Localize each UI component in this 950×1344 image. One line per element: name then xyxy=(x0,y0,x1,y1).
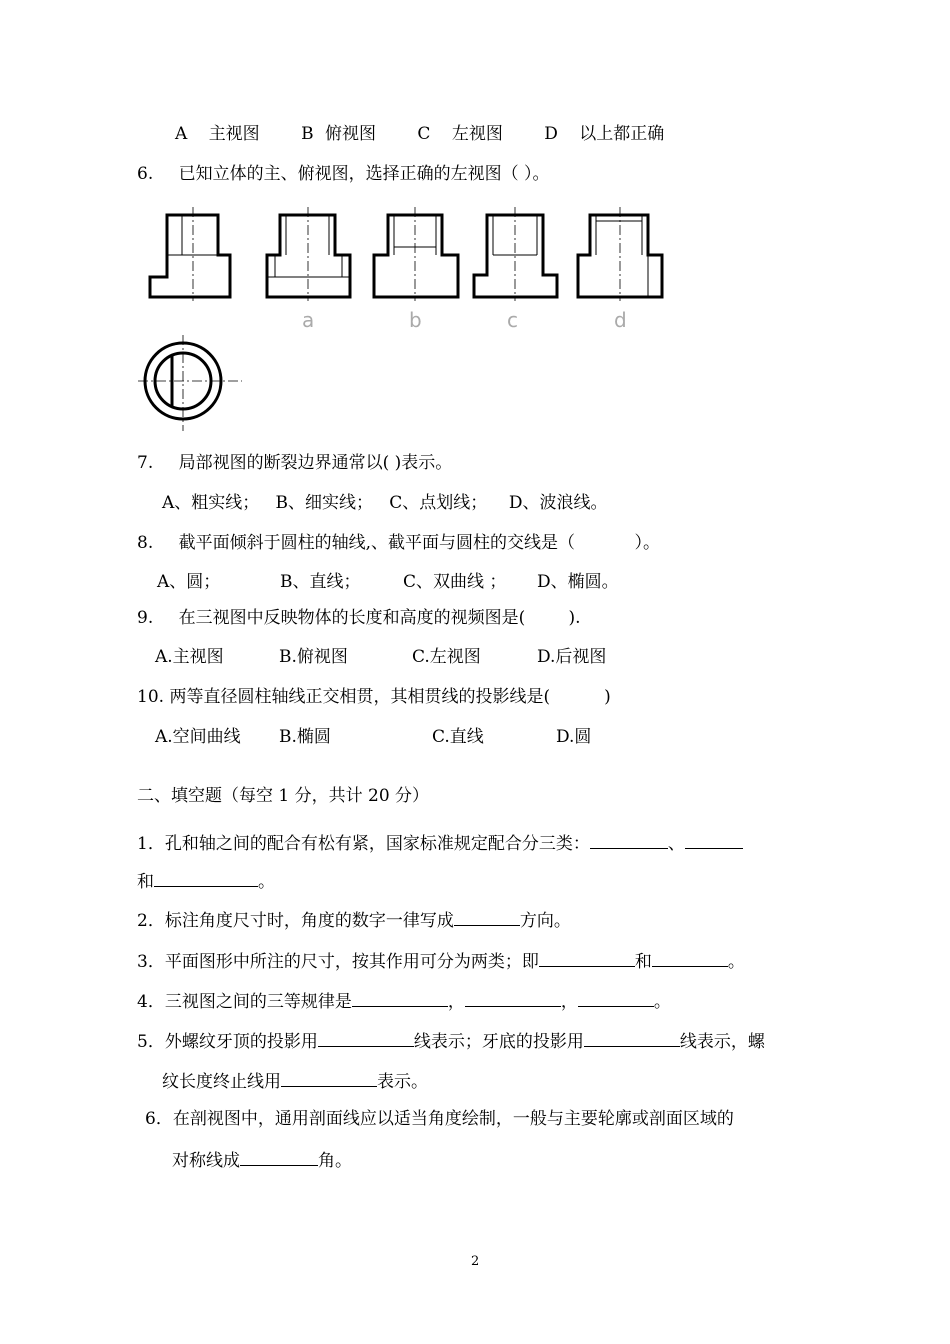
q5-options xyxy=(175,122,664,146)
q6-label-a: a xyxy=(302,308,315,332)
fill-2-end: 方向。 xyxy=(519,911,571,931)
fill-5-text-2: 纹长度终止线用 xyxy=(162,1072,281,1092)
fill-4-line xyxy=(137,988,671,1014)
fill-1-blank-2[interactable] xyxy=(685,830,743,849)
fill-6-end: 角。 xyxy=(318,1151,352,1171)
q5-option-c-letter: C xyxy=(417,124,431,144)
q6-option-d-view xyxy=(578,207,662,332)
q9-text: 在三视图中反映物体的长度和高度的视频图是( ). xyxy=(178,608,581,628)
q8-options xyxy=(157,570,619,594)
q6-text: 已知立体的主、俯视图，选择正确的左视图（ ）。 xyxy=(178,164,550,184)
q10-option-c: C.直线 xyxy=(432,727,484,747)
q8-line xyxy=(137,531,660,555)
q6-label-d: d xyxy=(614,308,627,332)
q5-option-b-letter: B xyxy=(301,124,314,144)
fill-5-line-2 xyxy=(162,1068,428,1094)
q5-option-c-text: 左视图 xyxy=(451,124,503,144)
q5-option-a-letter: A xyxy=(175,124,188,144)
q9-options xyxy=(155,645,607,669)
q6-option-c-view xyxy=(474,207,557,332)
q8-option-c: C、双曲线 ； xyxy=(403,572,507,592)
fill-4-blank-1[interactable] xyxy=(352,988,448,1007)
fill-6-blank-1[interactable] xyxy=(240,1147,318,1166)
fill-3-and: 和 xyxy=(634,952,652,972)
q5-option-a-text: 主视图 xyxy=(208,124,260,144)
q8-option-a: A、圆； xyxy=(157,572,221,592)
q9-option-a: A.主视图 xyxy=(155,647,224,667)
q7-number: 7. xyxy=(137,453,154,473)
q9-option-c: C.左视图 xyxy=(412,647,481,667)
fill-3-blank-1[interactable] xyxy=(539,948,635,967)
fill-5-line-1 xyxy=(137,1028,765,1054)
q8-option-b: B、直线； xyxy=(280,572,361,592)
fill-1-line-2 xyxy=(137,868,275,894)
q6-number: 6. xyxy=(137,164,154,184)
fill-3-line xyxy=(137,948,745,974)
fill-1-line-1 xyxy=(137,830,743,856)
fill-6-line-1: 6．在剖视图中，通用剖面线应以适当角度绘制，一般与主要轮廓或剖面区域的 xyxy=(145,1109,734,1129)
q10-number: 10. xyxy=(137,687,165,707)
q7-options: A、粗实线； B、细实线； C、点划线； D、波浪线。 xyxy=(162,493,608,513)
q6-option-b-view xyxy=(374,207,458,332)
fill-3-end: 。 xyxy=(727,952,745,972)
fill-6-line-2 xyxy=(172,1147,352,1173)
q6-front-view xyxy=(150,207,230,301)
q6-label-b: b xyxy=(409,308,422,332)
fill-5-text: 5．外螺纹牙顶的投影用 xyxy=(137,1032,318,1052)
fill-4-blank-2[interactable] xyxy=(465,988,561,1007)
q9-option-d: D.后视图 xyxy=(537,647,607,667)
fill-1-blank-3[interactable] xyxy=(154,868,258,887)
q6-figure xyxy=(130,195,690,435)
q6-line xyxy=(137,162,550,186)
fill-5-end-2: 表示。 xyxy=(377,1072,428,1092)
fill-1-end: 。 xyxy=(258,872,275,892)
q6-top-view xyxy=(138,335,242,431)
fill-5-blank-1[interactable] xyxy=(318,1028,414,1047)
fill-1-separator: 、 xyxy=(667,834,685,854)
q7-text: 局部视图的断裂边界通常以( )表示。 xyxy=(178,453,453,473)
q8-number: 8. xyxy=(137,533,154,553)
fill-1-text: 1．孔和轴之间的配合有松有紧，国家标准规定配合分三类： xyxy=(137,834,590,854)
q5-option-b-text: 俯视图 xyxy=(325,124,376,144)
fill-1-and: 和 xyxy=(137,872,154,892)
fill-5-end-1: 线表示，螺 xyxy=(679,1032,765,1052)
section-2-title: 二、填空题（每空 1 分，共计 20 分） xyxy=(137,786,430,806)
fill-3-blank-2[interactable] xyxy=(652,948,728,967)
q7-line xyxy=(137,451,452,475)
q9-line xyxy=(137,606,581,630)
q10-option-b: B.椭圆 xyxy=(279,727,331,747)
q10-options xyxy=(155,725,592,749)
q6-option-a-view xyxy=(267,207,350,332)
page-number: 2 xyxy=(471,1254,480,1269)
q8-option-d: D、椭圆。 xyxy=(537,572,619,592)
fill-2-text: 2．标注角度尺寸时，角度的数字一律写成 xyxy=(137,911,454,931)
q8-text: 截平面倾斜于圆柱的轴线,、截平面与圆柱的交线是（ ）。 xyxy=(178,533,660,553)
fill-2-line xyxy=(137,907,571,933)
q10-option-d: D.圆 xyxy=(556,727,592,747)
fill-4-blank-3[interactable] xyxy=(578,988,654,1007)
q10-text: 两等直径圆柱轴线正交相贯，其相贯线的投影线是( ) xyxy=(169,687,611,707)
fill-5-blank-2[interactable] xyxy=(584,1028,680,1047)
fill-4-comma-1: ， xyxy=(447,992,465,1012)
q9-option-b: B.俯视图 xyxy=(279,647,348,667)
fill-4-end: 。 xyxy=(653,992,671,1012)
q10-line xyxy=(137,685,611,709)
q9-number: 9. xyxy=(137,608,154,628)
fill-5-mid: 线表示；牙底的投影用 xyxy=(413,1032,584,1052)
fill-1-blank-1[interactable] xyxy=(590,830,668,849)
q6-label-c: c xyxy=(507,308,518,332)
fill-3-text: 3．平面图形中所注的尺寸，按其作用可分为两类；即 xyxy=(137,952,539,972)
q5-option-d-letter: D xyxy=(544,124,558,144)
fill-6-text: 对称线成 xyxy=(172,1151,240,1171)
fill-2-blank-1[interactable] xyxy=(454,907,520,926)
fill-4-comma-2: ， xyxy=(560,992,578,1012)
q10-option-a: A.空间曲线 xyxy=(155,727,241,747)
q5-option-d-text: 以上都正确 xyxy=(579,124,665,144)
fill-5-blank-3[interactable] xyxy=(281,1068,377,1087)
fill-4-text: 4．三视图之间的三等规律是 xyxy=(137,992,352,1012)
